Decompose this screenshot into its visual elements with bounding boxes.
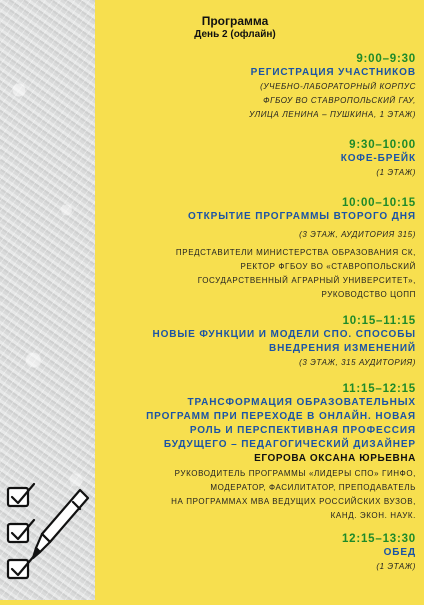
event-title: ОТКРЫТИЕ ПРОГРАММЫ ВТОРОГО ДНЯ (187, 211, 416, 222)
speaker-bio: КАНД. ЭКОН. НАУК. (330, 511, 416, 520)
event-lunch (106, 532, 416, 574)
checklist-icon (0, 480, 95, 600)
speaker-bio: РУКОВОДИТЕЛЬ ПРОГРАММЫ «ЛИДЕРЫ СПО» ГИНФО, (174, 469, 416, 478)
event-title: НОВЫЕ ФУНКЦИИ И МОДЕЛИ СПО. СПОСОБЫ (152, 329, 416, 340)
event-time: 9:30–10:00 (349, 139, 416, 151)
event-title: ВНЕДРЕНИЯ ИЗМЕНЕНИЙ (269, 343, 416, 354)
event-location: (3 ЭТАЖ, АУДИТОРИЯ 315) (299, 230, 416, 239)
event-time: 10:00–10:15 (341, 197, 416, 209)
event-title: ОБЕД (383, 547, 416, 558)
event-title: РЕГИСТРАЦИЯ УЧАСТНИКОВ (250, 67, 416, 78)
program-content (95, 0, 424, 600)
event-participants: ГОСУДАРСТВЕННЫЙ АГРАРНЫЙ УНИВЕРСИТЕТ», (197, 276, 416, 285)
event-title: РОЛЬ И ПЕРСПЕКТИВНАЯ ПРОФЕССИЯ (189, 425, 416, 436)
event-location: (УЧЕБНО-ЛАБОРАТОРНЫЙ КОРПУС (260, 82, 416, 91)
event-title: ТРАНСФОРМАЦИЯ ОБРАЗОВАТЕЛЬНЫХ (187, 397, 416, 408)
speaker-bio: НА ПРОГРАММАХ MBA ВЕДУЩИХ РОССИЙСКИХ ВУЗОВ, (171, 497, 416, 506)
event-coffee-break (106, 138, 416, 180)
page-subtitle: День 2 (офлайн) (194, 29, 276, 40)
event-time: 10:15–11:15 (342, 315, 416, 327)
event-title: КОФЕ-БРЕЙК (340, 153, 416, 164)
event-time: 9:00–9:30 (356, 53, 416, 65)
event-location: (3 ЭТАЖ, 315 АУДИТОРИЯ) (299, 358, 416, 367)
event-participants: РЕКТОР ФГБОУ ВО «СТАВРОПОЛЬСКИЙ (240, 262, 416, 271)
event-participants: ПРЕДСТАВИТЕЛИ МИНИСТЕРСТВА ОБРАЗОВАНИЯ СК, (175, 248, 416, 257)
event-location: ФГБОУ ВО СТАВРОПОЛЬСКИЙ ГАУ, (263, 96, 416, 105)
event-location: УЛИЦА ЛЕНИНА – ПУШКИНА, 1 ЭТАЖ) (249, 110, 416, 119)
event-location: (1 ЭТАЖ) (376, 562, 416, 571)
event-participants: РУКОВОДСТВО ЦОПП (321, 290, 416, 299)
event-location: (1 ЭТАЖ) (376, 168, 416, 177)
event-time: 11:15–12:15 (342, 383, 416, 395)
page-title: Программа (201, 14, 269, 28)
event-time: 12:15–13:30 (341, 533, 416, 545)
event-title: ПРОГРАММ ПРИ ПЕРЕХОДЕ В ОНЛАЙН. НОВАЯ (146, 411, 416, 422)
event-new-functions (106, 314, 416, 370)
event-opening (106, 196, 416, 302)
event-registration (106, 52, 416, 122)
event-transformation (106, 382, 416, 523)
event-title: БУДУЩЕГО – ПЕДАГОГИЧЕСКИЙ ДИЗАЙНЕР (163, 439, 416, 450)
speaker-name: ЕГОРОВА ОКСАНА ЮРЬЕВНА (254, 453, 416, 464)
speaker-bio: МОДЕРАТОР, ФАСИЛИТАТОР, ПРЕПОДАВАТЕЛЬ (210, 483, 416, 492)
pen-icon (33, 490, 88, 558)
